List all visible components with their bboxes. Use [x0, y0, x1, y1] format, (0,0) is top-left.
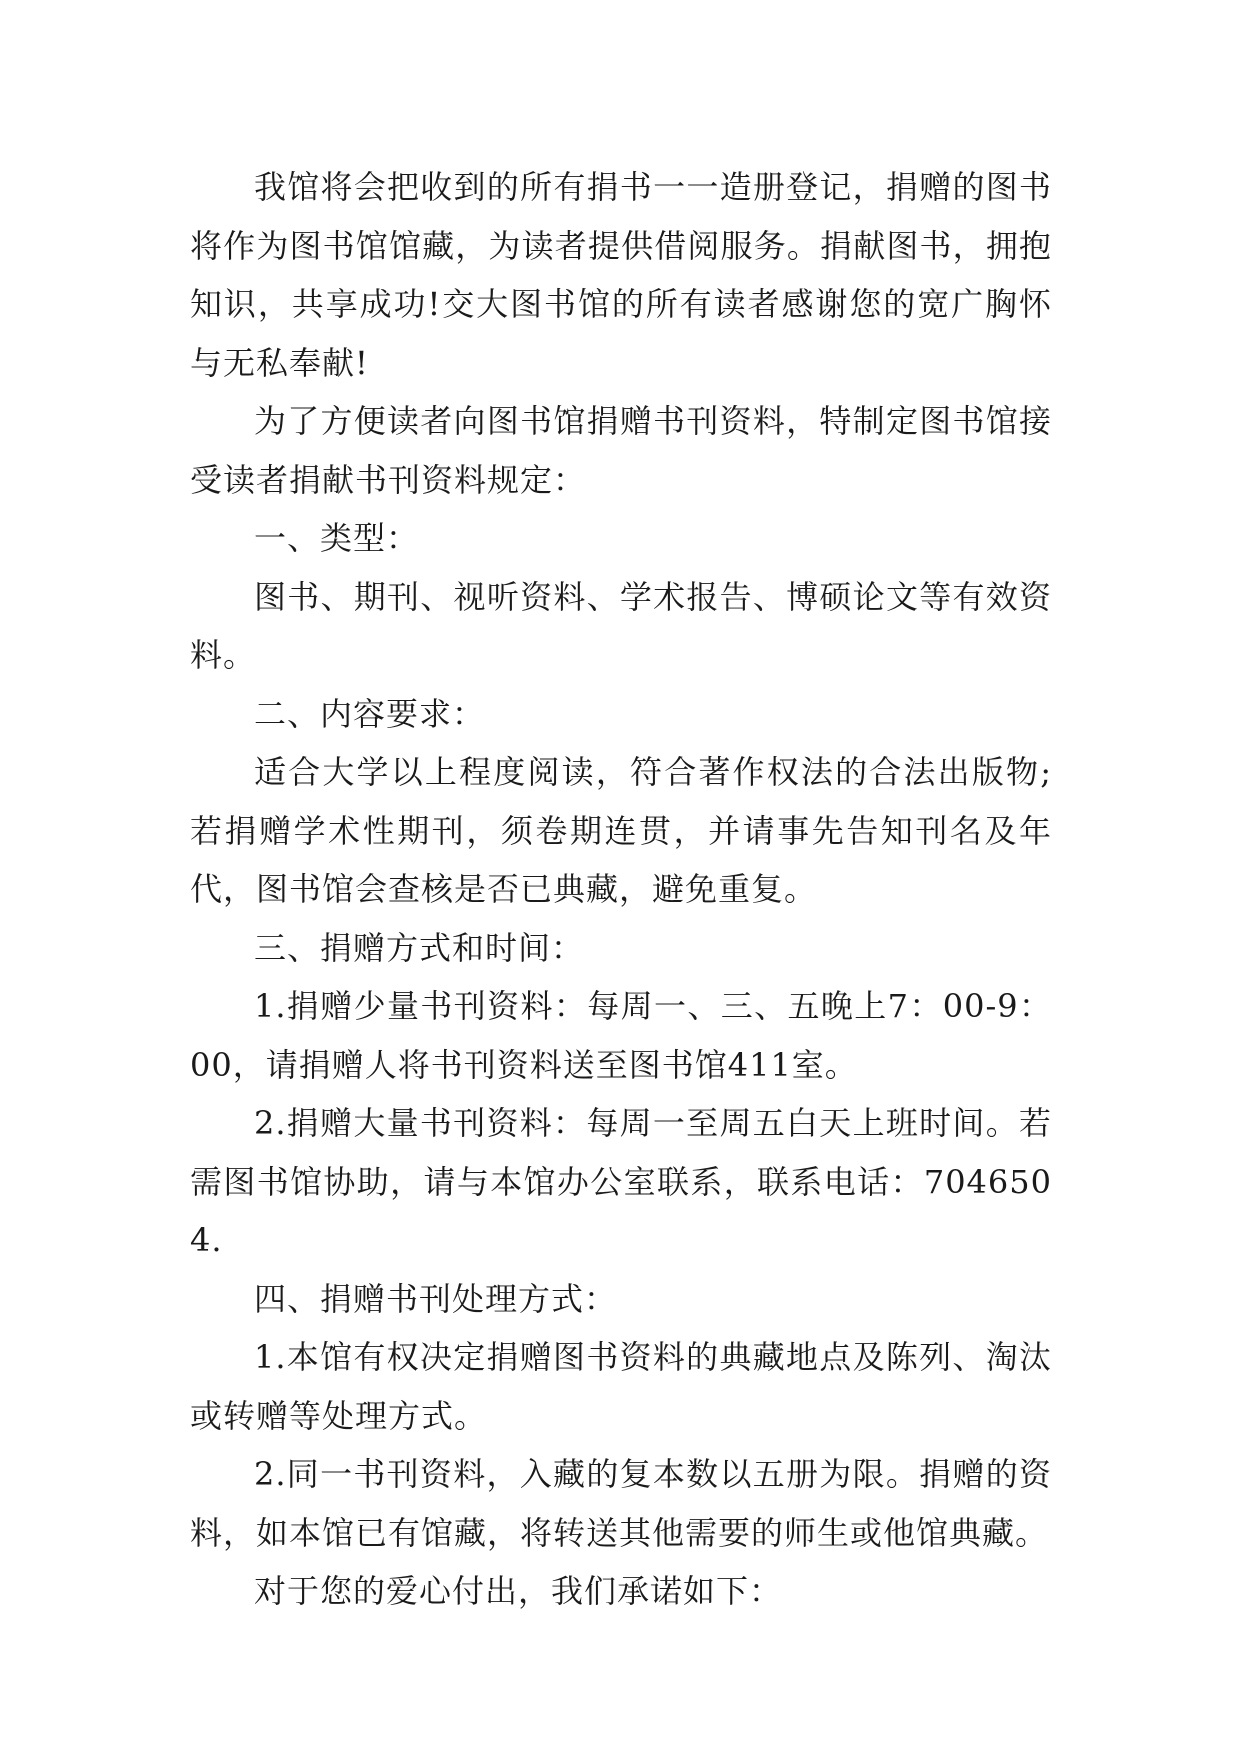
document-body: [190, 158, 1052, 1621]
paragraph-rules-intro: 为了方便读者向图书馆捐赠书刊资料，特制定图书馆接受读者捐献书刊资料规定：: [190, 402, 1052, 499]
heading-donation-method: 三、捐赠方式和时间：: [254, 928, 585, 967]
paragraph-type-list: 图书、期刊、视听资料、学术报告、博硕论文等有效资料。: [190, 577, 1052, 674]
heading-processing: 四、捐赠书刊处理方式：: [254, 1279, 618, 1318]
heading-content-requirements: 二、内容要求：: [254, 694, 486, 733]
paragraph-processing-rights: 1.本馆有权决定捐赠图书资料的典藏地点及陈列、淘汰或转赠等处理方式。: [190, 1338, 1052, 1435]
paragraph-copy-limit: 2.同一书刊资料，入藏的复本数以五册为限。捐赠的资料，如本馆已有馆藏，将转送其他需要的师生或他馆典藏。: [190, 1455, 1052, 1552]
heading-type: 一、类型：: [254, 519, 420, 557]
paragraph-small-donation: 1.捐赠少量书刊资料：每周一、三、五晚上7：00-9：00，请捐赠人将书刊资料送至图书馆411室。: [190, 987, 1052, 1084]
paragraph-content-requirements: 适合大学以上程度阅读，符合著作权法的合法出版物;若捐赠学术性期刊，须卷期连贯，并请事先告知刊名及年代，图书馆会查核是否已典藏，避免重复。: [190, 753, 1052, 908]
paragraph-donation-registration: 我馆将会把收到的所有捐书一一造册登记，捐赠的图书将作为图书馆馆藏，为读者提供借阅服务。捐献图书，拥抱知识，共享成功!交大图书馆的所有读者感谢您的宽广胸怀与无私奉献!: [190, 168, 1052, 382]
paragraph-commitment-intro: 对于您的爱心付出，我们承诺如下：: [254, 1572, 783, 1610]
paragraph-large-donation: 2.捐赠大量书刊资料：每周一至周五白天上班时间。若需图书馆协助，请与本馆办公室联系，联系电话：7046504.: [190, 1104, 1052, 1259]
